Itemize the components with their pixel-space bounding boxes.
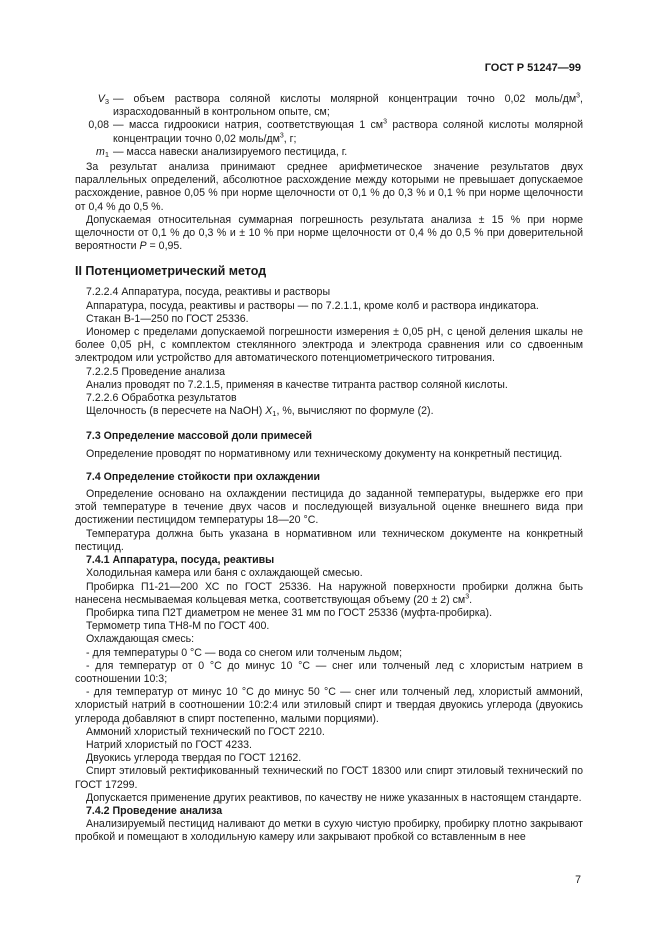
definition-item	[75, 119, 583, 145]
clause-7-2-2-6: 7.2.2.6 Обработка результатов	[86, 392, 237, 405]
list-item: Пробирка типа П2Т диаметром не менее 31 мм по ГОСТ 25336 (муфта-пробирка).	[86, 606, 493, 619]
clause-7-2-2-4: 7.2.2.4 Аппаратура, посуда, реактивы и растворы	[86, 286, 331, 299]
definition-symbol: $m_1$	[96, 145, 109, 159]
definition-symbol: 0,08	[88, 119, 109, 132]
paragraph: Определение проводят по нормативному или техническому документу на конкретный пестицид.	[86, 447, 563, 460]
list-item: - для температур от 0 °С до минус 10 °С — снег или толченый лед с хлористым натрием в соотношении 10:3;	[75, 659, 583, 685]
definition-text: — объем раствора соляной кислоты молярной концентрации точно 0,02 моль/$дм^3$, израсходованный в контрольном опыте, см;	[113, 92, 583, 119]
page-content	[75, 93, 583, 845]
list-item: - для температуры 0 °С — вода со снегом или толченым льдом;	[86, 646, 403, 659]
paragraph: Определение основано на охлаждении пестицида до заданной температуры, выдержке его при этой температуре в течение двух часов и последующей визуальной оценке внешнего вида при достижении пестицидом температуры 18—20 °С.	[75, 488, 583, 527]
paragraph: Анализируемый пестицид наливают до метки в сухую чистую пробирку, пробирку плотно закрывают пробкой и помещают в холодильную камеру или закрывают пробкой со вставленным в нее	[75, 818, 583, 844]
list-item: Охлаждающая смесь:	[86, 633, 195, 646]
list-item: Спирт этиловый ректификованный технический по ГОСТ 18300 или спирт этиловый технический по ГОСТ 17299.	[75, 765, 583, 791]
section-7-3-title: 7.3 Определение массовой доли примесей	[86, 430, 313, 443]
list-item: Пробирка П1-21—200 ХС по ГОСТ 25336. На наружной поверхности пробирки должна быть нанесена несмываемая кольцевая метка, соответствующая объему (20 ± 2) $см^3$.	[75, 580, 583, 606]
paragraph: Температура должна быть указана в нормативном или техническом документе на конкретный пестицид.	[75, 527, 583, 553]
paragraph: Анализ проводят по 7.2.1.5, применяя в качестве титранта раствор соляной кислоты.	[86, 378, 508, 391]
formula-definitions	[75, 93, 583, 161]
section-7-4-title: 7.4 Определение стойкости при охлаждении	[86, 470, 321, 483]
list-item: Аммоний хлористый технический по ГОСТ 2210.	[86, 725, 325, 738]
list-item: Двуокись углерода твердая по ГОСТ 12162.	[86, 752, 302, 765]
definition-item	[75, 146, 583, 161]
clause-7-2-2-5: 7.2.2.5 Проведение анализа	[86, 365, 226, 378]
definition-text: — масса навески анализируемого пестицида, г.	[113, 145, 348, 158]
error-paragraph: Допускаемая относительная суммарная погрешность результата анализа ± 15 % при норме щелочности от 0,1 % до 0,3 % и ± 10 % при норме щелочности от 0,4 % до 0,5 % при доверительной вероятности P = 0,95.	[75, 213, 583, 253]
paragraph: Стакан В-1—250 по ГОСТ 25336.	[86, 312, 249, 325]
list-item: - для температур от минус 10 °С до минус 50 °С — снег или толченый лед, хлористый аммоний, хлористый натрий в соотношении 10:2:4 или этиловый спирт и твердая двуокись углерода (двуокись углерода добавляют в спирт постепенно, малыми порциями).	[75, 686, 583, 725]
result-paragraph: За результат анализа принимают среднее арифметическое значение результатов двух параллельных определений, абсолютное расхождение между которыми не превышает допускаемое расхождение, равное 0,05 % при норме щелочности от 0,1 % до 0,3 % и 0,1 % при норме щелочности от 0,4 % до 0,5 %.	[75, 161, 583, 213]
section-title-potentiometric: II Потенциометрический метод	[75, 264, 267, 279]
definition-symbol: $V_3$	[97, 93, 109, 106]
definition-text: — масса гидроокиси натрия, соответствующая 1 $см^3$ раствора соляной кислоты молярной концентрации точно 0,02 моль/$дм^3$, г;	[113, 118, 583, 145]
paragraph: Иономер с пределами допускаемой погрешности измерения ± 0,05 pH, с ценой деления шкалы не более 0,05 pH, с комплектом стеклянного электрода и электрода сравнения или со сдвоенным электродом или устройство для автоматического потенциометрического титрования.	[75, 326, 583, 365]
document-code: ГОСТ Р 51247—99	[484, 62, 581, 74]
definition-item	[75, 93, 583, 119]
list-item: Допускается применение других реактивов, по качеству не ниже указанных в настоящем стандарте.	[86, 791, 582, 804]
section-7-4-1-title: 7.4.1 Аппаратура, посуда, реактивы	[86, 554, 275, 567]
page-number: 7	[575, 874, 581, 886]
section-7-4-2-title: 7.4.2 Проведение анализа	[86, 804, 223, 817]
paragraph: Аппаратура, посуда, реактивы и растворы — по 7.2.1.1, кроме колб и раствора индикатора.	[86, 299, 539, 312]
list-item: Термометр типа ТН8-М по ГОСТ 400.	[86, 620, 270, 633]
alkalinity-formula-line: Щелочность (в пересчете на NaOH) $X_1$, %, вычисляют по формуле (2).	[86, 405, 434, 419]
list-item: Натрий хлористый по ГОСТ 4233.	[86, 738, 252, 751]
list-item: Холодильная камера или баня с охлаждающей смесью.	[86, 567, 363, 580]
